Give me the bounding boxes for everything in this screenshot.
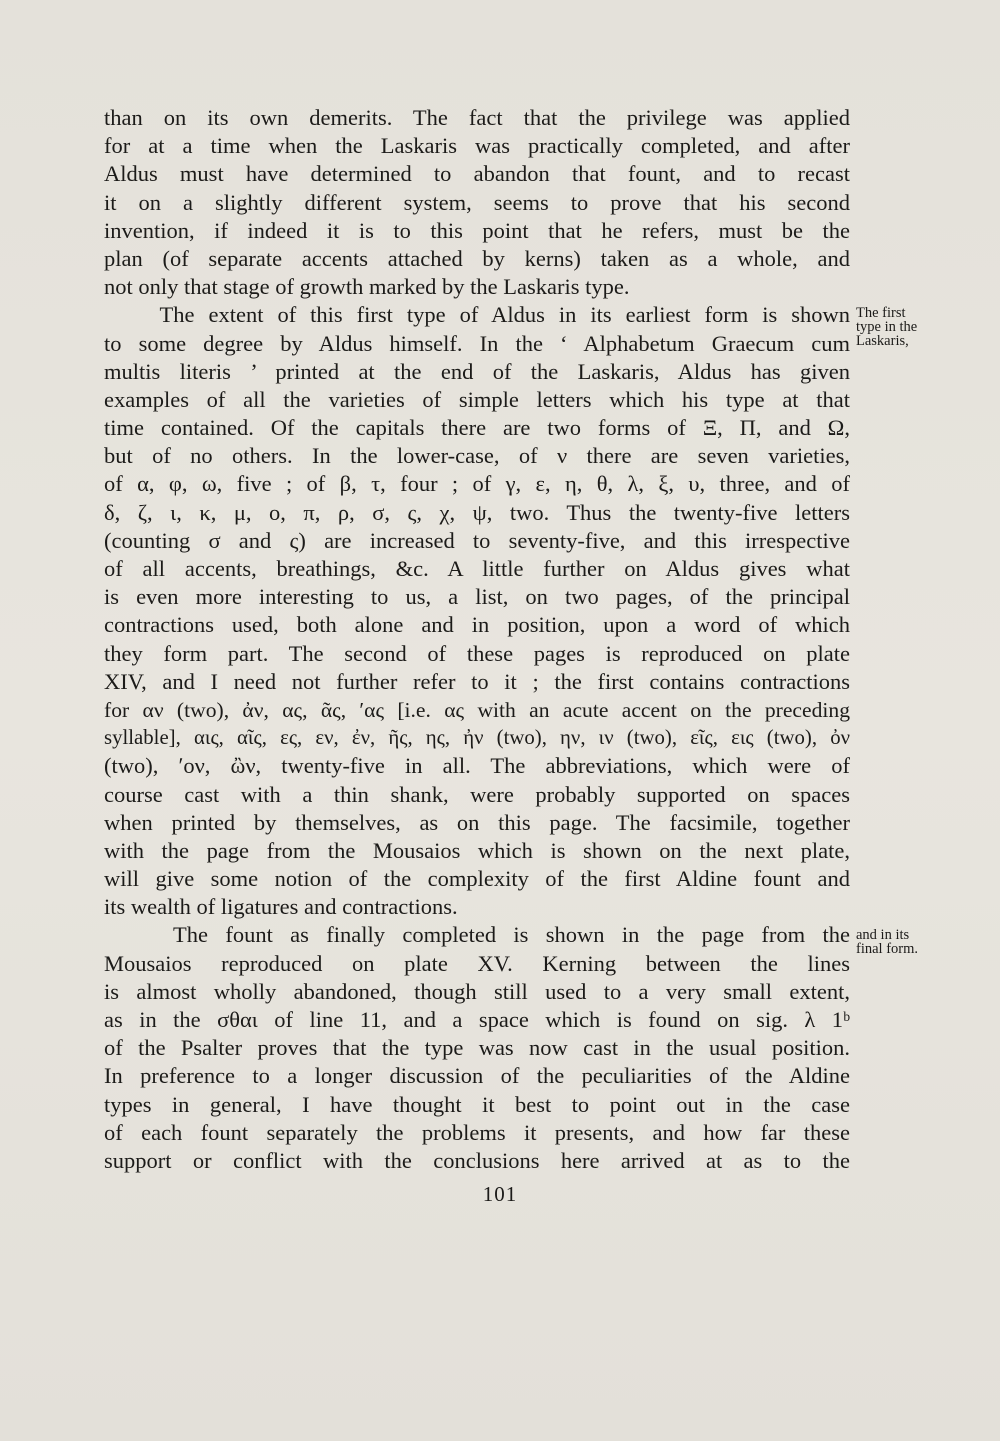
text-line: with the page from the Mousaios which is shown on the next plate,: [104, 837, 850, 863]
text-line: In preference to a longer discussion of the peculiarities of the Aldine: [104, 1063, 850, 1089]
text-line: XIV, and I need not further refer to it ; the first contains contractions: [104, 668, 850, 694]
text-line: as in the σθαι of line 11, and a space which is found on sig. λ 1ᵇ: [104, 1007, 850, 1032]
text-line: of each fount separately the problems it presents, and how far these: [104, 1119, 850, 1145]
text-line: types in general, I have thought it best to point out in the case: [104, 1091, 850, 1117]
text-line: examples of all the varieties of simple letters which his type at that: [104, 386, 850, 412]
text-line: but of no others. In the lower-case, of ν there are seven varieties,: [104, 443, 850, 469]
text-line: time contained. Of the capitals there are two forms of Ξ, Π, and Ω,: [104, 415, 850, 441]
text-line: (two), ʹον, ὢν, twenty-five in all. The abbreviations, which were of: [104, 753, 850, 779]
text-line: its wealth of ligatures and contractions.: [104, 894, 458, 920]
text-line: contractions used, both alone and in position, upon a word of which: [104, 612, 850, 638]
text-line: Aldus must have determined to abandon that fount, and to recast: [104, 161, 850, 187]
margin-note-line: type in the: [856, 319, 918, 335]
margin-note-final-form: [856, 928, 918, 956]
text-line: than on its own demerits. The fact that the privilege was applied: [104, 105, 850, 130]
margin-note-line: final form.: [856, 941, 919, 957]
text-line: for αν (two), ἀν, ας, ᾶς, ʹας [i.e. ας with an acute accent on the preceding: [104, 697, 850, 722]
text-line: is even more interesting to us, a list, on two pages, of the principal: [104, 584, 850, 610]
text-line: syllable], αις, αῖς, ες, εν, ἐν, ῆς, ης, ἠν (two), ην, ιν (two), εῖς, εις (two), ὀν: [104, 726, 850, 750]
page-number: 101: [482, 1182, 518, 1206]
margin-note-line: Laskaris,: [856, 333, 909, 349]
text-line: to some degree by Aldus himself. In the ‘ Alphabetum Graecum cum: [104, 330, 850, 356]
text-line: (counting σ and ς) are increased to seventy-five, and this irrespective: [104, 527, 850, 553]
text-line: support or conflict with the conclusions here arrived at as to the: [104, 1147, 850, 1173]
text-line: of all accents, breathings, &c. A little further on Aldus gives what: [104, 556, 850, 581]
text-line: multis literis ’ printed at the end of the Laskaris, Aldus has given: [104, 358, 850, 384]
text-line: they form part. The second of these pages is reproduced on plate: [104, 640, 850, 666]
text-line: plan (of separate accents attached by kerns) taken as a whole, and: [104, 245, 850, 271]
text-line: The fount as finally completed is shown in the page from the: [104, 922, 850, 948]
text-line: The extent of this first type of Aldus in its earliest form is shown: [104, 302, 850, 328]
text-line: δ, ζ, ι, κ, μ, ο, π, ρ, σ, ς, χ, ψ, two. Thus the twenty-five letters: [104, 499, 850, 525]
margin-note-first-type: [856, 306, 917, 348]
text-line: Mousaios reproduced on plate XV. Kerning between the lines: [104, 950, 850, 976]
margin-note-line: and in its: [856, 927, 910, 943]
text-line: will give some notion of the complexity of the first Aldine fount and: [104, 866, 850, 892]
text-line: is almost wholly abandoned, though still used to a very small extent,: [104, 978, 850, 1004]
text-line: for at a time when the Laskaris was practically completed, and after: [104, 133, 850, 159]
body-text: [104, 104, 850, 1175]
text-line: when printed by themselves, as on this page. The facsimile, together: [104, 809, 850, 835]
text-line: invention, if indeed it is to this point that he refers, must be the: [104, 217, 850, 243]
margin-note-line: The first: [856, 305, 906, 321]
text-line: not only that stage of growth marked by the Laskaris type.: [104, 274, 630, 300]
text-line: it on a slightly different system, seems to prove that his second: [104, 189, 850, 215]
text-line: course cast with a thin shank, were probably supported on spaces: [104, 781, 850, 807]
text-line: of the Psalter proves that the type was now cast in the usual position.: [104, 1035, 850, 1061]
text-line: of α, φ, ω, five ; of β, τ, four ; of γ, ε, η, θ, λ, ξ, υ, three, and of: [104, 471, 850, 497]
